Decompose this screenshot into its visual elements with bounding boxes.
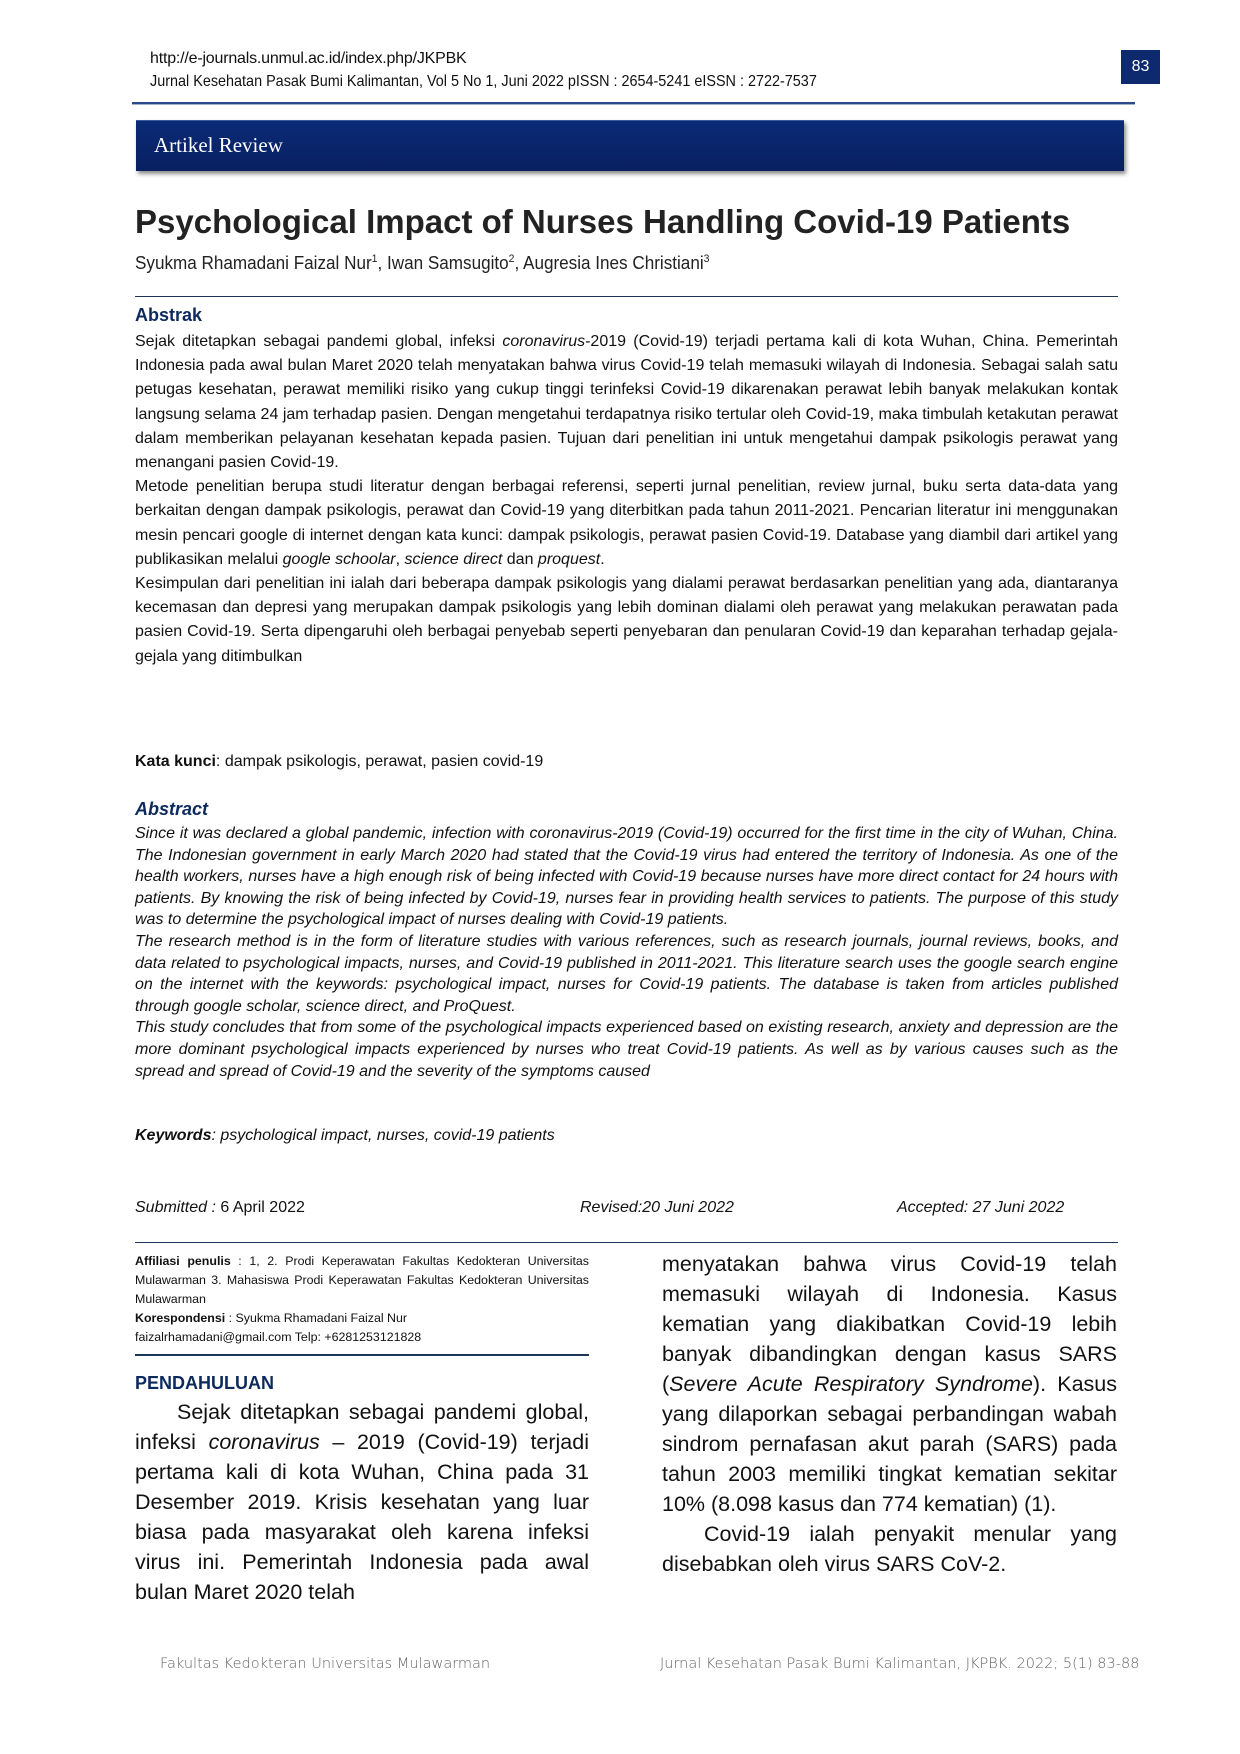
journal-citation-line: Jurnal Kesehatan Pasak Bumi Kalimantan, Vol 5 No 1, Juni 2022 pISSN : 2654-5241 eISSN : 2722-7537 bbox=[150, 73, 817, 90]
abstrak-paragraph: Kesimpulan dari penelitian ini ialah dari beberapa dampak psikologis yang dialami perawat berdasarkan penelitian yang ada, diantaranya kecemasan dan depresi yang merupakan dampak psikologis yang lebih dominan dialami oleh perawat yang melakukan perawatan pada pasien Covid-19. Serta dipengaruhi oleh berbagai penyebab seperti penyebaran dan penularan Covid-19 dan keparahan terhadap gejala-gejala yang ditimbulkan bbox=[135, 575, 1118, 665]
revised-date: Revised:20 Juni 2022 bbox=[580, 1199, 734, 1216]
author-affiliation-marker: 2 bbox=[508, 253, 515, 265]
abstrak-heading: Abstrak bbox=[135, 305, 203, 325]
text-run: Metode penelitian berupa studi literatur dengan berbagai referensi, seperti jurnal penelitian, review jurnal, buku serta data-data yang berkaitan dengan dampak psikologis, perawat dan Covid-19 yang diterbitkan pada tahun 2011-2021. Pencarian literatur ini menggunakan mesin pencari google di internet dengan kata kunci: dampak psikologis, perawat pasien Covid-19. Database yang diambil dari artikel yang publikasikan melalui bbox=[135, 478, 1118, 568]
submitted-date bbox=[135, 1199, 305, 1217]
body-paragraph: Covid-19 ialah penyakit menular yang disebabkan oleh virus SARS CoV-2. bbox=[662, 1522, 1117, 1576]
body-paragraph bbox=[662, 1249, 1117, 1519]
kata-kunci-label: Kata kunci bbox=[135, 753, 216, 770]
abstract-paragraph: Since it was declared a global pandemic, infection with coronavirus-2019 (Covid-19) occurred for the first time in the city of Wuhan, China. The Indonesian government in early March 2020 had stated that the Covid-19 virus had entered the territory of Indonesia. As one of the health workers, nurses have a high enough risk of being infected with Covid-19 because nurses have more direct contact for 24 hours with patients. By knowing the risk of being infected by Covid-19, nurses fear in providing health services to patients. The purpose of this study was to determine the psychological impact of nurses dealing with Covid-19 patients. bbox=[135, 825, 1118, 929]
text-run-italic: Severe Acute Respiratory Syndrome bbox=[669, 1372, 1033, 1396]
page-number-badge: 83 bbox=[1121, 50, 1160, 84]
body-paragraph bbox=[135, 1397, 589, 1607]
journal-url[interactable]: http://e-journals.unmul.ac.id/index.php/JKPBK bbox=[150, 50, 467, 67]
author-affiliation-marker: 1 bbox=[371, 253, 378, 265]
article-type-banner bbox=[136, 120, 1124, 171]
author-name: Iwan Samsugito bbox=[386, 253, 509, 273]
text-run: – 2019 (Covid-19) terjadi pertama kali di kota Wuhan, China pada 31 Desember 2019. Krisis kesehatan yang luar biasa pada masyarakat oleh karena infeksi virus ini. Pemerintah Indonesia pada awal bulan Maret 2020 telah bbox=[135, 1430, 589, 1604]
submitted-value: 6 April 2022 bbox=[220, 1199, 305, 1216]
body-column-right bbox=[662, 1249, 1117, 1579]
affiliation-divider bbox=[135, 1354, 589, 1356]
text-run: Sejak ditetapkan sebagai pandemi global, infeksi bbox=[135, 333, 503, 350]
abstrak-paragraph bbox=[135, 330, 1118, 475]
text-run: , bbox=[395, 550, 405, 568]
keywords-label: Keywords bbox=[135, 1127, 212, 1144]
abstract-body bbox=[135, 823, 1118, 1082]
footer-institution: Fakultas Kedokteran Universitas Mulawarman bbox=[160, 1656, 491, 1672]
abstrak-body bbox=[135, 330, 1118, 669]
footer-citation: Jurnal Kesehatan Pasak Bumi Kalimantan, JKPBK. 2022; 5(1) 83-88 bbox=[660, 1656, 1140, 1672]
article-title: Psychological Impact of Nurses Handling Covid-19 Patients bbox=[135, 203, 1071, 240]
article-type-label: Artikel Review bbox=[154, 133, 283, 157]
dates-divider bbox=[135, 1242, 1118, 1243]
abstract-heading: Abstract bbox=[135, 799, 209, 819]
text-run-italic: science direct bbox=[404, 550, 503, 568]
keywords bbox=[135, 1127, 555, 1145]
text-run: Sejak ditetapkan sebagai pandemi global, infeksi bbox=[135, 1400, 589, 1454]
abstract-paragraph: This study concludes that from some of the psychological impacts experienced based on existing research, anxiety and depression are the more dominant psychological impacts experienced by nurses who treat Covid-19 patients. As well as by various causes such as the spread and spread of Covid-19 and the severity of the symptoms caused bbox=[135, 1019, 1118, 1080]
title-divider bbox=[135, 296, 1118, 297]
text-run-italic: proquest bbox=[537, 550, 601, 568]
text-run-italic: coronavirus bbox=[208, 1430, 320, 1454]
author-name: Augresia Ines Christiani bbox=[523, 253, 704, 273]
affiliation-value: : 1, 2. Prodi Keperawatan Fakultas Kedokteran Universitas Mulawarman 3. Mahasiswa Prodi Keperawatan Fakultas Kedokteran Universitas Mulawarman bbox=[135, 1254, 589, 1306]
author-affiliation bbox=[135, 1252, 589, 1347]
text-run: -2019 (Covid-19) terjadi pertama kali di kota Wuhan, China. Pemerintah Indonesia pada awal bulan Maret 2020 telah menyatakan bahwa virus Covid-19 telah memasuki wilayah di Indonesia. Sebagai salah satu petugas kesehatan, perawat memiliki risiko yang cukup tinggi terinfeksi Covid-19 dikarenakan perawat lebih banyak melakukan kontak langsung selama 24 jam terhadap pasien. Dengan mengetahui terdapatnya risiko tertular oleh Covid-19, maka timbulah ketakutan perawat dalam memberikan pelayanan kesehatan kepada pasien. Tujuan dari penelitian ini untuk mengetahui dampak psikologis perawat yang menangani pasien Covid-19. bbox=[135, 333, 1119, 472]
correspondence-text bbox=[135, 1309, 589, 1328]
text-run: ). Kasus yang dilaporkan sebagai perbandingan wabah sindrom pernafasan akut parah (SARS) pada tahun 2003 memiliki tingkat kematian sekitar 10% (8.098 kasus dan 774 kematian) (1). bbox=[662, 1372, 1117, 1516]
text-run: menyatakan bahwa virus Covid-19 telah memasuki wilayah di Indonesia. Kasus kematian yang diakibatkan Covid-19 lebih banyak dibandingkan dengan kasus SARS ( bbox=[662, 1252, 1117, 1396]
text-run: . bbox=[600, 550, 605, 568]
affiliation-text bbox=[135, 1252, 589, 1309]
header-divider-shadow bbox=[132, 104, 1135, 105]
body-column-left bbox=[135, 1397, 589, 1607]
text-run-italic: google schoolar bbox=[282, 550, 396, 568]
accepted-date: Accepted: 27 Juni 2022 bbox=[897, 1199, 1065, 1216]
abstrak-paragraph bbox=[135, 475, 1118, 572]
text-run-italic: coronavirus bbox=[502, 333, 586, 350]
pendahuluan-heading: PENDAHULUAN bbox=[135, 1373, 274, 1393]
kata-kunci-values: : dampak psikologis, perawat, pasien covid-19 bbox=[215, 753, 544, 770]
text-run: dan bbox=[502, 550, 538, 568]
correspondence-value: : Syukma Rhamadani Faizal Nur bbox=[225, 1311, 408, 1325]
author-list: Syukma Rhamadani Faizal Nur$^1$, Iwan Samsugito$^2$, Augresia Ines Christiani$^3$ bbox=[135, 253, 710, 273]
affiliation-label: Affiliasi penulis bbox=[135, 1254, 231, 1268]
contact-info[interactable]: faizalrhamadani@gmail.com Telp: +6281253121828 bbox=[135, 1330, 422, 1344]
author-affiliation-marker: 3 bbox=[703, 253, 710, 265]
abstract-paragraph: The research method is in the form of literature studies with various references, such as research journals, journal reviews, books, and data related to psychological impacts, nurses, and Covid-19 published in 2011-2021. This literature search uses the google search engine on the internet with the keywords: psychological impact, nurses for Covid-19 patients. The database is taken from articles published through google scholar, science direct, and ProQuest. bbox=[135, 932, 1118, 1015]
author-name: Syukma Rhamadani Faizal Nur bbox=[135, 253, 372, 273]
keywords-values: : psychological impact, nurses, covid-19 patients bbox=[211, 1127, 555, 1144]
correspondence-label: Korespondensi bbox=[135, 1311, 226, 1325]
submitted-label: Submitted : bbox=[135, 1199, 221, 1216]
kata-kunci bbox=[135, 753, 543, 771]
